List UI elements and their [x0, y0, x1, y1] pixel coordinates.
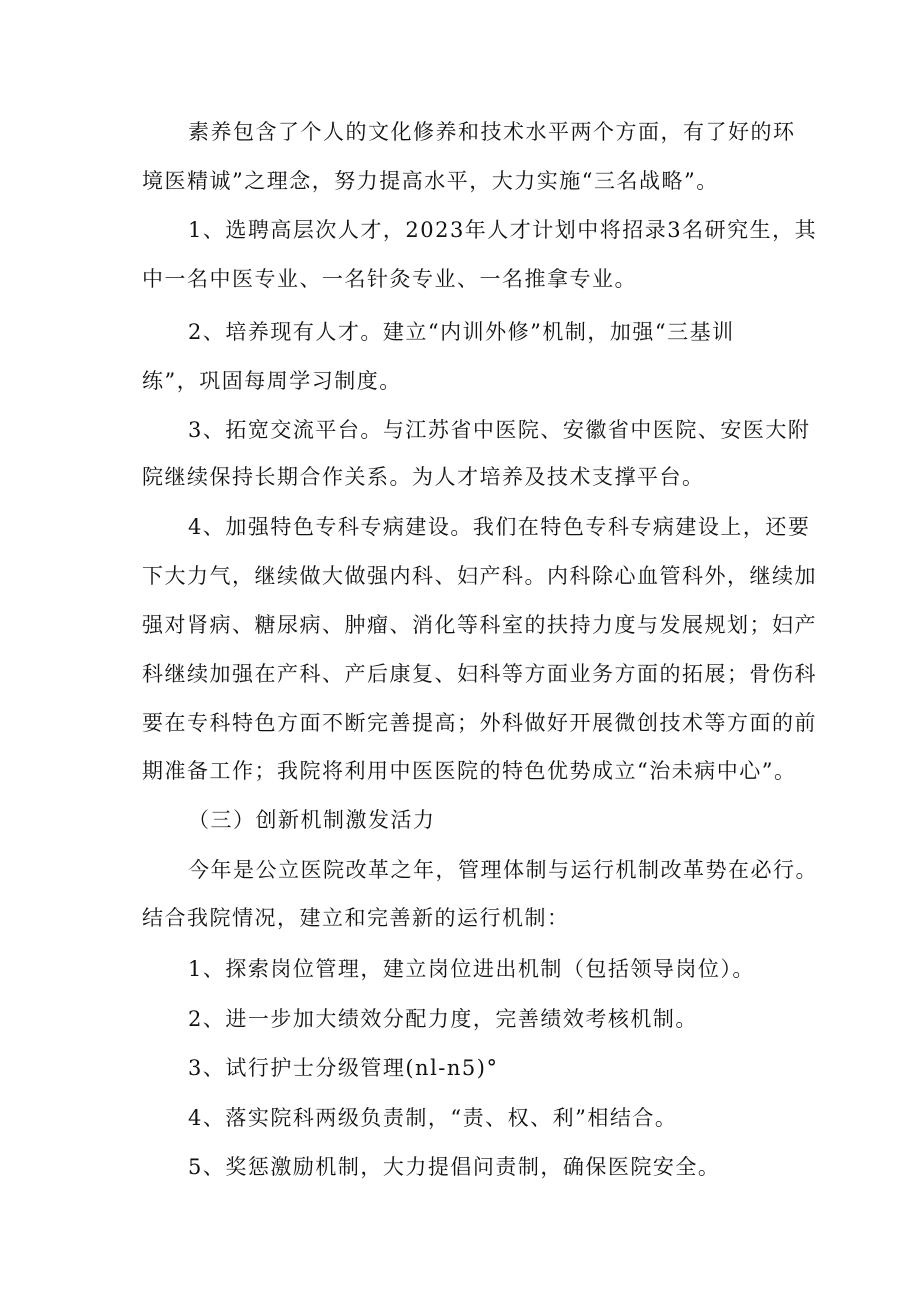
text-line: 结合我院情况，建立和完善新的运行机制： — [142, 906, 570, 930]
text-line: 3、拓宽交流平台。与江苏省中医院、安徽省中医院、安医大附 — [188, 418, 811, 442]
text-line: 2、进一步加大绩效分配力度，完善绩效考核机制。 — [188, 1007, 698, 1031]
text-line: 4、加强特色专科专病建设。我们在特色专科专病建设上，还要 — [188, 515, 811, 539]
text-line: 强对肾病、糖尿病、肿瘤、消化等科室的扶持力度与发展规划；妇产 — [142, 613, 817, 637]
text-line: 1、选聘高层次人才，2023年人才计划中将招录3名研究生，其 — [188, 218, 818, 242]
text-line: 期准备工作；我院将利用中医医院的特色优势成立“治未病中心”。 — [142, 759, 797, 783]
text-line: 练”，巩固每周学习制度。 — [142, 369, 402, 393]
text-line: 要在专科特色方面不断完善提高；外科做好开展微创技术等方面的前 — [142, 711, 817, 735]
text-line: 4、落实院科两级负责制，“责、权、利”相结合。 — [188, 1106, 678, 1130]
text-line: 1、探索岗位管理，建立岗位进出机制（包括领导岗位）。 — [188, 957, 755, 981]
text-line: 今年是公立医院改革之年，管理体制与运行机制改革势在必行。 — [188, 858, 818, 882]
section-heading: （三）创新机制激发活力 — [188, 808, 436, 832]
text-line: 2、培养现有人才。建立“内训外修”机制，加强“三基训 — [188, 320, 735, 344]
text-line: 下大力气，继续做大做强内科、妇产科。内科除心血管科外，继续加 — [142, 564, 817, 588]
text-line: 中一名中医专业、一名针灸专业、一名推拿专业。 — [142, 267, 637, 291]
text-line: 院继续保持长期合作关系。为人才培养及技术支撑平台。 — [142, 465, 705, 489]
text-line: 3、试行护士分级管理(nl-n5)° — [188, 1056, 499, 1080]
text-line: 科继续加强在产科、产后康复、妇科等方面业务方面的拓展；骨伤科 — [142, 662, 817, 686]
text-line: 5、奖惩激励机制，大力提倡问责制，确保医院安全。 — [188, 1155, 721, 1179]
text-line: 素养包含了个人的文化修养和技术水平两个方面，有了好的环 — [188, 120, 796, 144]
text-line: 境医精诚”之理念，努力提高水平，大力实施“三名战略”。 — [142, 169, 719, 193]
